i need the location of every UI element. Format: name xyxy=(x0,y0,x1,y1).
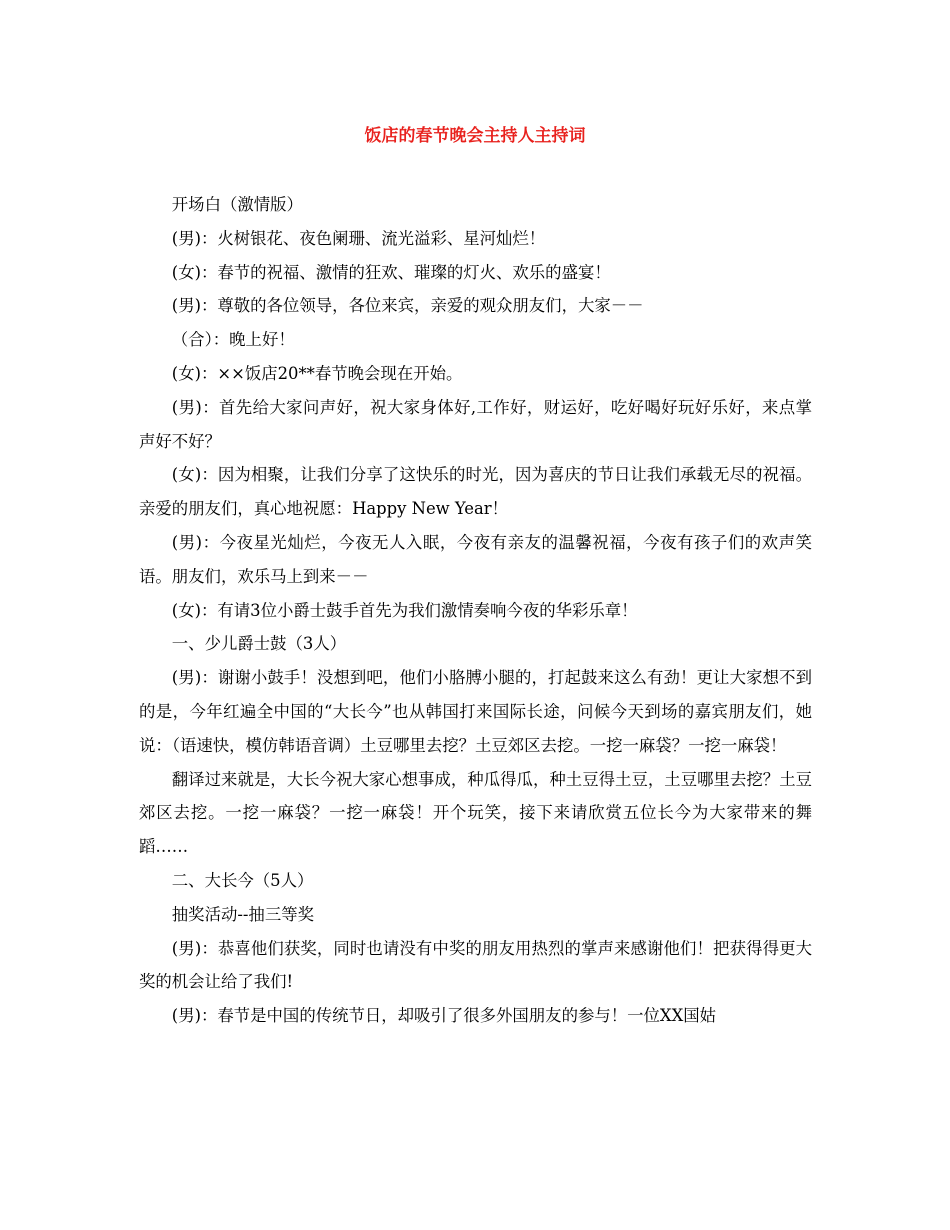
paragraph: (男)：恭喜他们获奖，同时也请没有中奖的朋友用热烈的掌声来感谢他们！把获得得更大奖的机会让给了我们! xyxy=(139,938,812,992)
document-body xyxy=(139,188,812,1033)
paragraph: (男)：谢谢小鼓手！没想到吧，他们小胳膊小腿的，打起鼓来这么有劲！更让大家想不到的是，今年红遍全中国的“大长今”也从韩国打来国际长途，问候今天到场的嘉宾朋友们，她说：（语速快，模仿韩语音调）土豆哪里去挖？土豆郊区去挖。一挖一麻袋？一挖一麻袋！ xyxy=(139,668,812,755)
paragraph: (男)：火树银花、夜色阑珊、流光溢彩、星河灿烂！ xyxy=(171,228,546,248)
paragraph: 开场白（激情版） xyxy=(171,195,303,214)
paragraph: 抽奖活动--抽三等奖 xyxy=(171,904,314,924)
paragraph: (女)：春节的祝福、激情的狂欢、璀璨的灯火、欢乐的盛宴！ xyxy=(171,262,611,282)
section-heading: 一、少儿爵士鼓（3人） xyxy=(171,634,347,654)
paragraph: (女)：有请3位小爵士鼓手首先为我们激情奏响今夜的华彩乐章！ xyxy=(171,600,638,620)
paragraph: (男)：今夜星光灿烂，今夜无人入眠，今夜有亲友的温馨祝福，今夜有孩子们的欢声笑语。朋友们，欢乐马上到来－－ xyxy=(139,532,812,586)
section-heading: 二、大长今（5人） xyxy=(171,870,314,890)
paragraph: (男)：尊敬的各位领导，各位来宾，亲爱的观众朋友们，大家－－ xyxy=(171,296,644,316)
paragraph: (男)：春节是中国的传统节日，却吸引了很多外国朋友的参与！一位XX国姑 xyxy=(171,1006,717,1026)
document-title: 饭店的春节晚会主持人主持词 xyxy=(364,126,586,146)
paragraph: 翻译过来就是，大长今祝大家心想事成，种瓜得瓜，种土豆得土豆，土豆哪里去挖？土豆郊区去挖。一挖一麻袋？一挖一麻袋！开个玩笑，接下来请欣赏五位长今为大家带来的舞蹈…… xyxy=(139,769,812,857)
paragraph: （合）：晚上好！ xyxy=(171,330,295,350)
paragraph: (男)：首先给大家问声好，祝大家身体好,工作好，财运好，吃好喝好玩好乐好，来点掌声好不好？ xyxy=(139,397,812,451)
paragraph: (女)：因为相聚，让我们分享了这快乐的时光，因为喜庆的节日让我们承载无尽的祝福。亲爱的朋友们，真心地祝愿：Happy New Year！ xyxy=(139,465,812,519)
paragraph: (女)：××饭店20**春节晚会现在开始。 xyxy=(171,363,463,383)
